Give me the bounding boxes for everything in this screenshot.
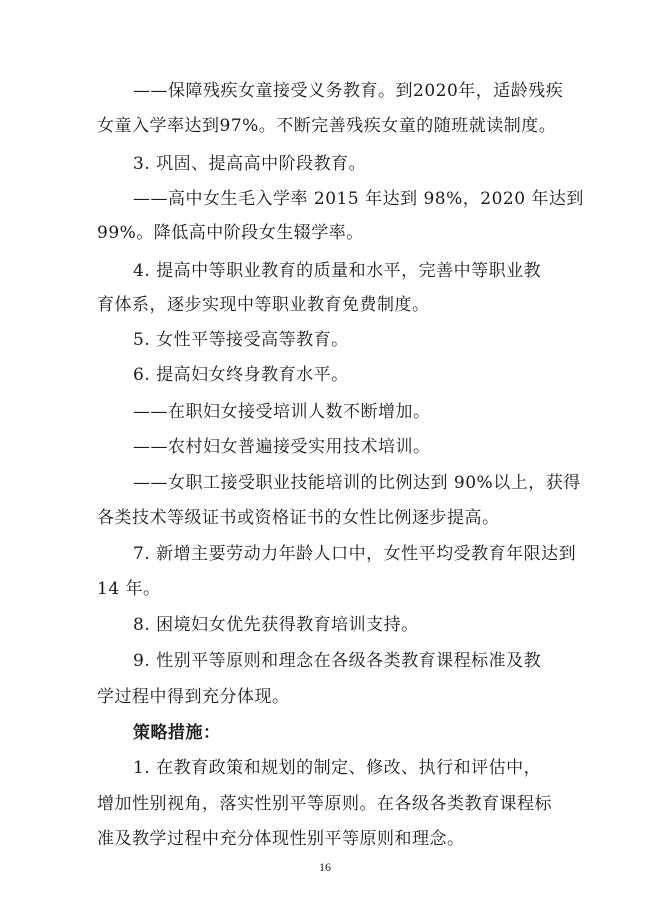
text-line: 6. 提高妇女终身教育水平。 xyxy=(133,365,349,385)
text-line: ——女职工接受职业技能培训的比例达到 90%以上，获得 xyxy=(133,473,581,493)
page-number: 16 xyxy=(319,860,331,874)
text-line: 4. 提高中等职业教育的质量和水平，完善中等职业教 xyxy=(133,261,542,281)
text-line: 7. 新增主要劳动力年龄人口中，女性平均受教育年限达到 xyxy=(133,544,577,564)
text-line: 女童入学率达到97%。不断完善残疾女童的随班就读制度。 xyxy=(97,116,557,136)
text-line: 14 年。 xyxy=(97,579,161,599)
text-line: 99%。降低高中阶段女生辍学率。 xyxy=(97,223,364,243)
text-line: 学过程中得到充分体现。 xyxy=(97,687,290,707)
text-line: 9. 性别平等原则和理念在各级各类教育课程标准及教 xyxy=(133,651,542,671)
text-line: ——高中女生毛入学率 2015 年达到 98%，2020 年达到 xyxy=(133,189,584,209)
text-line: 3. 巩固、提高高中阶段教育。 xyxy=(133,154,367,174)
text-line: 增加性别视角，落实性别平等原则。在各级各类教育课程标 xyxy=(97,794,552,814)
text-line: 1. 在教育政策和规划的制定、修改、执行和评估中， xyxy=(133,758,542,778)
text-line: ——农村妇女普遍接受实用技术培训。 xyxy=(133,437,431,457)
text-line: ——保障残疾女童接受义务教育。到2020年，适龄残疾 xyxy=(133,81,564,101)
text-line: 育体系，逐步实现中等职业教育免费制度。 xyxy=(97,295,430,315)
text-line: 5. 女性平等接受高等教育。 xyxy=(133,330,349,350)
text-line: 8. 困境妇女优先获得教育培训支持。 xyxy=(133,615,419,635)
text-line: 各类技术等级证书或资格证书的女性比例逐步提高。 xyxy=(97,508,500,528)
section-heading: 策略措施： xyxy=(133,723,221,743)
text-line: 准及教学过程中充分体现性别平等原则和理念。 xyxy=(97,829,465,849)
text-line: ——在职妇女接受培训人数不断增加。 xyxy=(133,402,431,422)
